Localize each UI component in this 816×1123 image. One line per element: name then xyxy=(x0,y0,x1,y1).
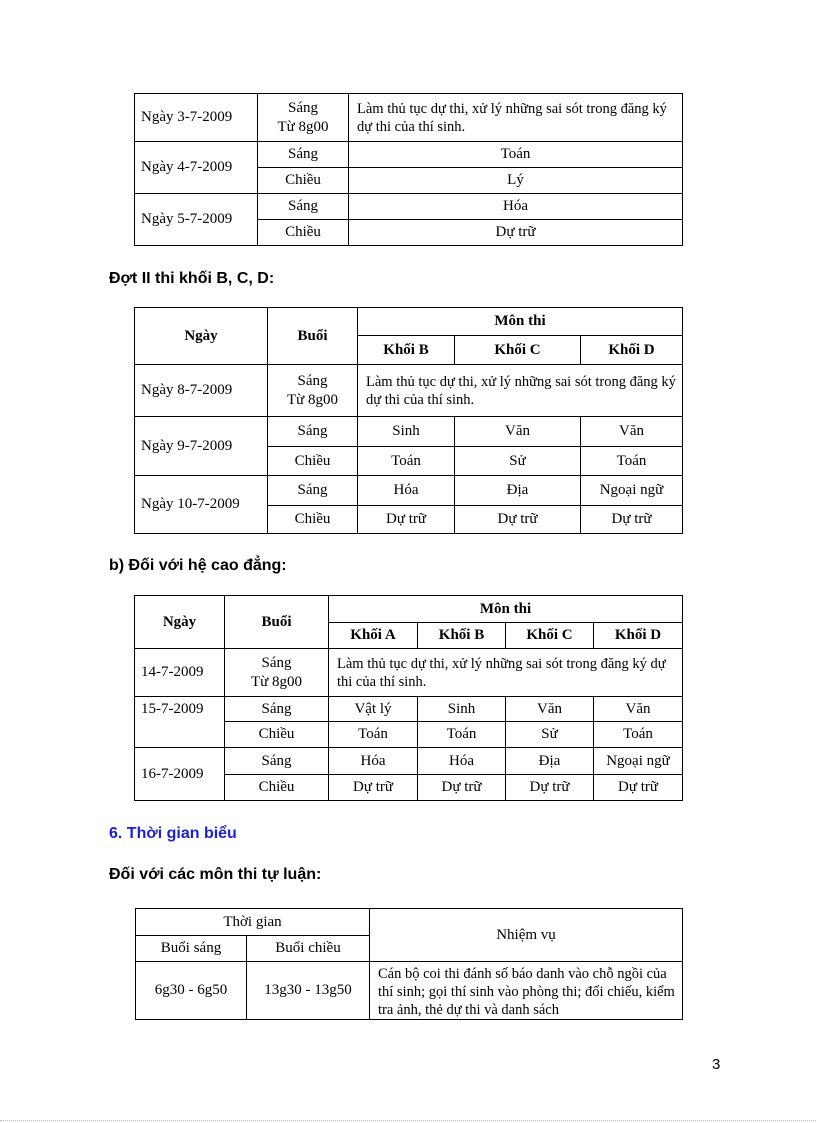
header-afternoon: Buổi chiều xyxy=(247,936,370,962)
header-session: Buổi xyxy=(225,596,329,649)
header-date: Ngày xyxy=(135,596,225,649)
subject-cell: Dự trữ xyxy=(455,506,581,534)
session-cell: Sáng Từ 8g00 xyxy=(268,365,358,417)
date-cell: 16-7-2009 xyxy=(135,748,225,801)
subject-cell: Dự trữ xyxy=(358,506,455,534)
header-block: Khối B xyxy=(418,623,506,649)
session-cell: Sáng xyxy=(225,697,329,722)
session-cell: Chiều xyxy=(225,722,329,748)
session-cell: Sáng xyxy=(268,476,358,506)
subject-cell: Dự trữ xyxy=(581,506,683,534)
subject-cell: Văn xyxy=(581,417,683,447)
note-cell: Làm thủ tục dự thi, xử lý những sai sót trong đăng ký dự thi của thí sinh. xyxy=(329,649,683,697)
date-cell: Ngày 9-7-2009 xyxy=(135,417,268,476)
subject-cell: Lý xyxy=(349,168,683,194)
subject-cell: Toán xyxy=(329,722,418,748)
header-task: Nhiệm vụ xyxy=(370,909,683,962)
subject-cell: Sử xyxy=(506,722,594,748)
subject-cell: Toán xyxy=(594,722,683,748)
timetable-tu-luan xyxy=(135,908,683,1020)
subject-cell: Hóa xyxy=(358,476,455,506)
session-cell: Sáng xyxy=(225,748,329,775)
date-cell: Ngày 5-7-2009 xyxy=(135,194,258,246)
subject-cell: Ngoại ngữ xyxy=(581,476,683,506)
subject-cell: Toán xyxy=(349,142,683,168)
subject-cell: Văn xyxy=(455,417,581,447)
header-block: Khối A xyxy=(329,623,418,649)
session-cell: Chiều xyxy=(225,775,329,801)
date-cell: 14-7-2009 xyxy=(135,649,225,697)
header-block: Khối D xyxy=(594,623,683,649)
subject-cell: Địa xyxy=(506,748,594,775)
subject-cell: Sinh xyxy=(418,697,506,722)
date-cell: Ngày 3-7-2009 xyxy=(135,94,258,142)
header-subject: Môn thi xyxy=(358,308,683,336)
subject-cell: Toán xyxy=(358,447,455,476)
subject-cell: Địa xyxy=(455,476,581,506)
subject-cell: Ngoại ngữ xyxy=(594,748,683,775)
session-cell: Chiều xyxy=(268,506,358,534)
header-block: Khối B xyxy=(358,336,455,365)
header-time: Thời gian xyxy=(136,909,370,936)
header-morning: Buổi sáng xyxy=(136,936,247,962)
header-date: Ngày xyxy=(135,308,268,365)
subject-cell: Sinh xyxy=(358,417,455,447)
session-cell: Chiều xyxy=(258,168,349,194)
subject-cell: Toán xyxy=(418,722,506,748)
section-6-title: 6. Thời gian biểu xyxy=(109,825,237,842)
subject-cell: Dự trữ xyxy=(418,775,506,801)
header-session: Buổi xyxy=(268,308,358,365)
subject-cell: Sử xyxy=(455,447,581,476)
subject-cell: Dự trữ xyxy=(594,775,683,801)
session-cell: Sáng xyxy=(258,142,349,168)
subject-cell: Văn xyxy=(506,697,594,722)
subject-cell: Hóa xyxy=(418,748,506,775)
session-cell: Sáng xyxy=(268,417,358,447)
time-cell: 13g30 - 13g50 xyxy=(247,962,370,1020)
date-cell: Ngày 10-7-2009 xyxy=(135,476,268,534)
subject-cell: Hóa xyxy=(329,748,418,775)
subject-cell: Dự trữ xyxy=(506,775,594,801)
heading-tu-luan: Đối với các môn thi tự luận: xyxy=(109,866,322,883)
page-number: 3 xyxy=(712,1056,721,1073)
heading-cao-dang: b) Đối với hệ cao đẳng: xyxy=(109,557,287,574)
header-block: Khối C xyxy=(455,336,581,365)
date-cell: Ngày 8-7-2009 xyxy=(135,365,268,417)
note-cell: Làm thủ tục dự thi, xử lý những sai sót trong đăng ký dự thi của thí sinh. xyxy=(358,365,683,417)
page-bottom-border xyxy=(0,1120,816,1121)
schedule-table-dot1 xyxy=(134,93,683,246)
session-cell: Chiều xyxy=(258,220,349,246)
session-cell: Sáng xyxy=(258,194,349,220)
note-cell: Làm thủ tục dự thi, xử lý những sai sót trong đăng ký dự thi của thí sinh. xyxy=(349,94,683,142)
date-cell: Ngày 4-7-2009 xyxy=(135,142,258,194)
date-cell: 15-7-2009 xyxy=(135,697,225,748)
subject-cell: Toán xyxy=(581,447,683,476)
header-block: Khối C xyxy=(506,623,594,649)
session-cell: Chiều xyxy=(268,447,358,476)
header-subject: Môn thi xyxy=(329,596,683,623)
time-cell: 6g30 - 6g50 xyxy=(136,962,247,1020)
session-cell: Sáng Từ 8g00 xyxy=(225,649,329,697)
session-cell: Sáng Từ 8g00 xyxy=(258,94,349,142)
task-cell: Cán bộ coi thi đánh số báo danh vào chỗ ngồi của thí sinh; gọi thí sinh vào phòng thi; đối chiếu, kiểm tra ảnh, thẻ dự thi và danh sách xyxy=(370,962,683,1020)
header-block: Khối D xyxy=(581,336,683,365)
subject-cell: Vật lý xyxy=(329,697,418,722)
subject-cell: Dự trữ xyxy=(349,220,683,246)
schedule-table-dot2 xyxy=(134,307,683,534)
subject-cell: Dự trữ xyxy=(329,775,418,801)
subject-cell: Văn xyxy=(594,697,683,722)
subject-cell: Hóa xyxy=(349,194,683,220)
heading-dot2: Đợt II thi khối B, C, D: xyxy=(109,270,275,287)
schedule-table-cao-dang xyxy=(134,595,683,801)
